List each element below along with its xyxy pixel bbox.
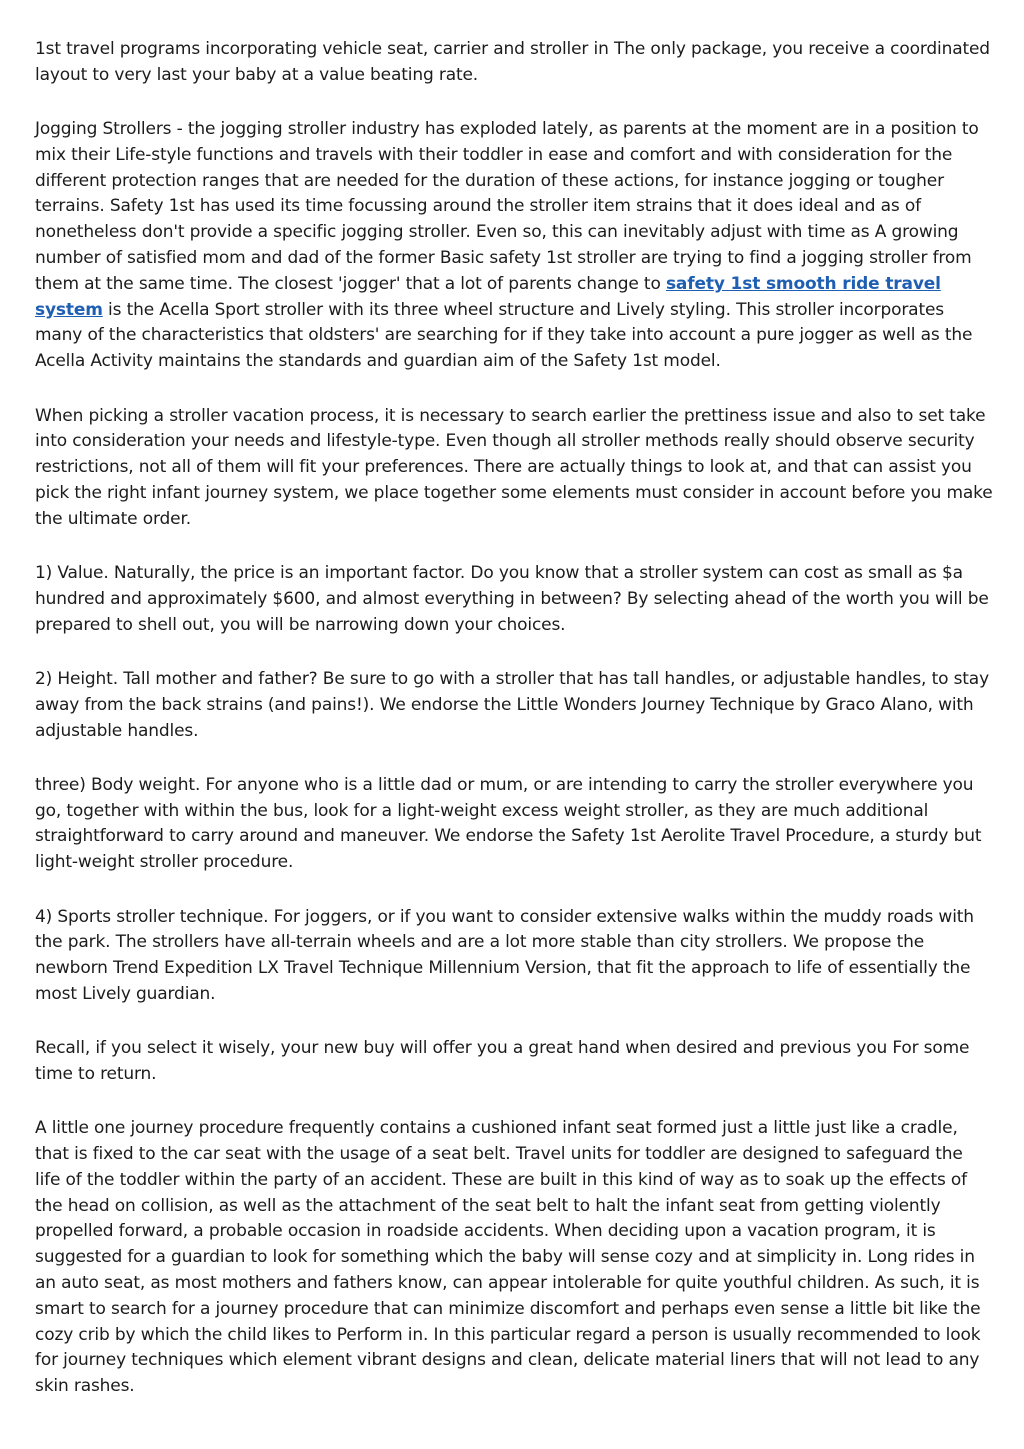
paragraph-jogging-text-before: Jogging Strollers - the jogging stroller industry has exploded lately, as parents at the moment are in a position to mix their Life-style functions and travels with their toddler in ease and comfort and with consideration for the different protection ranges that are needed for the duration of these actions, for instance jogging or tougher terrains. Safety 1st has used its time focussing around the stroller item strains that it does ideal and as of nonetheless don't provide a specific jogging stroller. Even so, this can inevitably adjust with time as A growing number of satisfied mom and dad of the former Basic safety 1st stroller are trying to find a jogging stroller from them at the same time. The closest 'jogger' that a lot of parents change to (35, 119, 979, 294)
safety-1st-travel-system-link[interactable]: safety 1st smooth ride travel system (35, 273, 941, 320)
paragraph-journey-procedure: A little one journey procedure frequently contains a cushioned infant seat formed just a little just like a cradle, that is fixed to the car seat with the usage of a seat belt. Travel units for toddler are designed to safeguard the life of the toddler within the party of an accident. These are built in this kind of way as to soak up the effects of the head on collision, as well as the attachment of the seat belt to halt the infant seat from getting violently propelled forward, a probable occasion in roadside accidents. When deciding upon a vacation program, it is suggested for a guardian to look for something which the baby will sense cozy and at simplicity in. Long rides in an auto seat, as most mothers and fathers know, can appear intolerable for quite youthful children. As such, it is smart to search for a journey procedure that can minimize discomfort and perhaps even sense a little bit like the cozy crib by which the child likes to Perform in. In this particular regard a person is usually recommended to look for journey techniques which element vibrant designs and clean, delicate material liners that will not lead to any skin rashes. (35, 1118, 981, 1397)
paragraph-sports-stroller: 4) Sports stroller technique. For joggers, or if you want to consider extensive walks within the muddy roads with the park. The strollers have all-terrain wheels and are a lot more stable than city strollers. We propose the newborn Trend Expedition LX Travel Technique Millennium Version, that fit the approach to life of essentially the most Lively guardian. (35, 906, 974, 1004)
paragraph-height: 2) Height. Tall mother and father? Be sure to go with a stroller that has tall handles, or adjustable handles, to stay away from the back strains (and pains!). We endorse the Little Wonders Journey Technique by Graco Alano, with adjustable handles. (35, 668, 989, 741)
paragraph-body-weight: three) Body weight. For anyone who is a little dad or mum, or are intending to carry the stroller everywhere you go, together with within the bus, look for a light-weight excess weight stroller, as they are much additional straightforward to carry around and maneuver. We endorse the Safety 1st Aerolite Travel Procedure, a sturdy but light-weight stroller procedure. (35, 774, 982, 873)
document-body (35, 37, 993, 1429)
paragraph-intro: 1st travel programs incorporating vehicle seat, carrier and stroller in The only package, you receive a coordinated layout to very last your baby at a value beating rate. (35, 39, 990, 85)
paragraph-recall: Recall, if you select it wisely, your new buy will offer you a great hand when desired and previous you For some time to return. (35, 1038, 970, 1084)
paragraph-picking-stroller: When picking a stroller vacation process, it is necessary to search earlier the prettiness issue and also to set take into consideration your needs and lifestyle-type. Even though all stroller methods really should observe security restrictions, not all of them will fit your preferences. There are actually things to look at, and that can assist you pick the right infant journey system, we place together some elements must consider in account before you make the ultimate order. (35, 405, 993, 529)
paragraph-value: 1) Value. Naturally, the price is an important factor. Do you know that a stroller system can cost as small as $a hundred and approximately $600, and almost everything in between? By selecting ahead of the worth you will be prepared to shell out, you will be narrowing down your choices. (35, 563, 989, 635)
paragraph-jogging-text-after: is the Acella Sport stroller with its three wheel structure and Lively styling. This stroller incorporates many of the characteristics that oldsters' are searching for if they take into account a pure jogger as well as the Acella Activity maintains the standards and guardian aim of the Safety 1st model. (35, 299, 973, 372)
paragraph-jogging-strollers (35, 117, 993, 375)
